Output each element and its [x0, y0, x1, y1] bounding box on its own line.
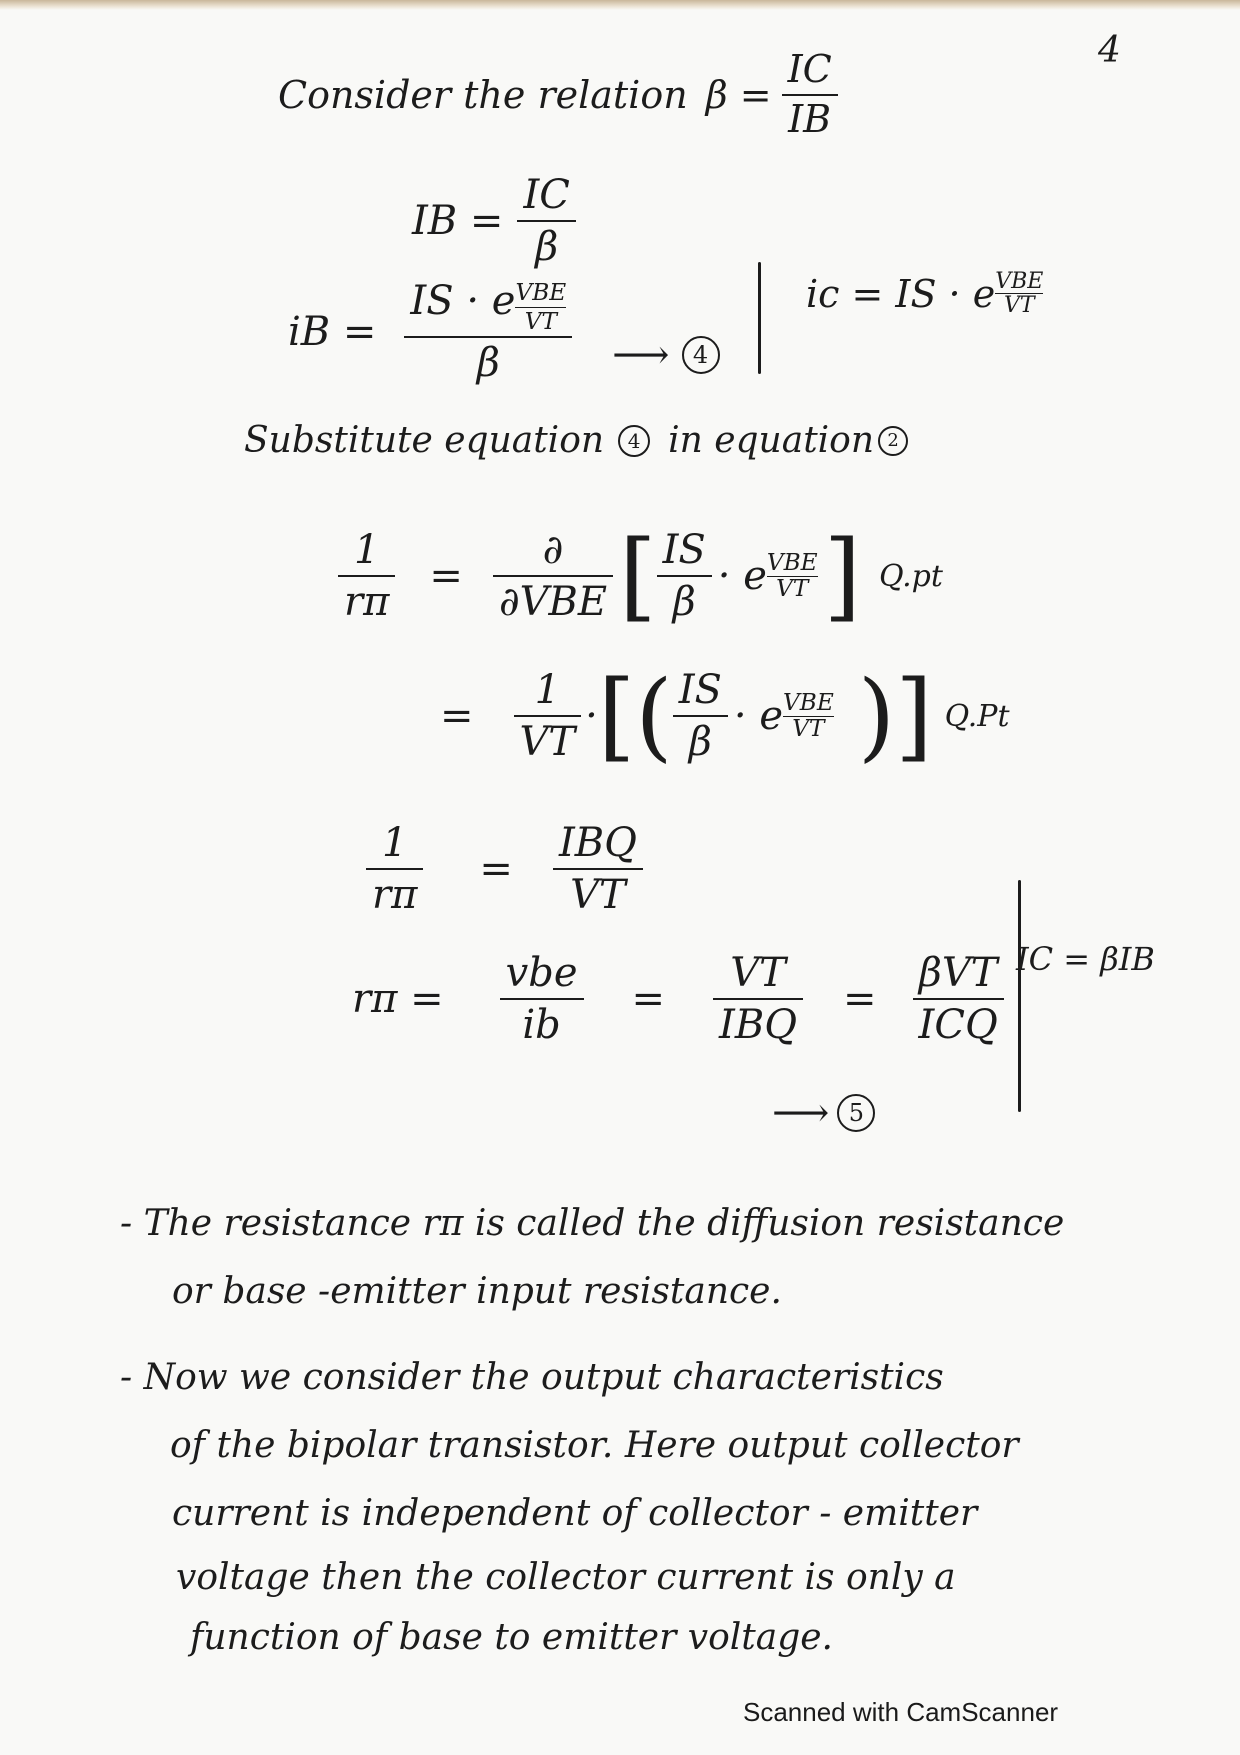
substitute-text-after: in equation [668, 420, 875, 461]
eq-ref-5: 5 [837, 1094, 875, 1132]
beta-fraction [782, 48, 838, 141]
eq2-open-bracket: [( [597, 660, 673, 772]
beta-lhs: β = [705, 72, 772, 117]
eq2-equals: = [440, 693, 474, 739]
eq-ref-4: 4 [682, 336, 720, 374]
eq2-e: · e [733, 693, 784, 739]
eq1-open-bracket: [ [619, 520, 657, 632]
side-note: IC = βIB [1016, 940, 1155, 978]
eq2-coef-num: 1 [534, 667, 561, 713]
eq3-lhs [366, 820, 423, 918]
eq4-ref-row [772, 1090, 875, 1136]
eq1-op-num: ∂ [542, 527, 564, 573]
arrow-icon: ⟶ [772, 1090, 830, 1136]
side-ic [806, 270, 1043, 317]
eq1-equals: = [429, 553, 463, 599]
eq3-equals: = [479, 846, 513, 892]
camscanner-footer: Scanned with CamScanner [743, 1697, 1059, 1727]
eq2-exponent [783, 691, 834, 741]
eq1-exponent [767, 551, 818, 601]
eq1-exp-den: VT [776, 574, 809, 602]
para2-line2: of the bipolar transistor. Here output collector [170, 1425, 1019, 1466]
eq4-equals-2: = [843, 976, 877, 1022]
eq-ib-den: β [535, 224, 559, 270]
divider-line-2 [1018, 880, 1021, 1112]
eq4-f1-num: vbe [505, 950, 578, 996]
eq3-rhs-num: IBQ [558, 820, 637, 866]
eq-ib-exp-num-text: IS · e [410, 278, 516, 324]
eq-rpi-2 [440, 660, 1010, 772]
eq-rpi-3 [366, 820, 643, 918]
eq1-e: · e [717, 553, 767, 599]
eq2-dot: · [585, 693, 598, 739]
eq4-f3-den: ICQ [918, 1002, 998, 1048]
side-ic-exponent [995, 270, 1043, 317]
exp-den: VT [524, 308, 557, 336]
intro-line [278, 48, 838, 141]
eq2-coef-den: VT [519, 719, 576, 765]
side-exp-num: VBE [995, 269, 1044, 294]
divider-line [758, 262, 761, 374]
eq4-f2 [713, 950, 803, 1048]
substitute-line [244, 420, 908, 461]
eq4-f2-num: VT [730, 950, 786, 996]
eq3-rhs [553, 820, 643, 918]
eq-ib-fraction [517, 172, 575, 270]
eq1-close-bracket: ] [823, 520, 862, 632]
para1-line2: or base -emitter input resistance. [172, 1271, 782, 1312]
para2-line3: current is independent of collector - emitter [172, 1493, 978, 1534]
eq-ib-lhs: IB = [412, 198, 504, 244]
eq1-frac-den: β [672, 579, 696, 625]
side-ic-text: ic = IS · e [806, 271, 996, 316]
exp-num: VBE [515, 278, 567, 306]
eq1-lhs [338, 527, 395, 625]
page-top-edge [0, 0, 1240, 10]
eq4-f1-den: ib [522, 1002, 561, 1048]
eq2-frac-num: IS [678, 667, 722, 713]
eq-ib [412, 172, 576, 270]
eq4-equals-1: = [631, 976, 666, 1022]
eq4-f3-num: βVT [918, 950, 998, 996]
eq-ib-exp-num [404, 278, 572, 334]
eq-rpi-4 [352, 950, 1004, 1048]
eq-ib-exp-exponent [515, 278, 567, 336]
para1-line1: - The resistance rπ is called the diffusion resistance [120, 1203, 1065, 1244]
eq1-lhs-den: rπ [344, 579, 390, 625]
eq-ib-exp-fraction [404, 278, 572, 386]
eq1-frac [657, 527, 712, 625]
para2-line1: - Now we consider the output characteristics [120, 1357, 944, 1398]
eq3-lhs-num: 1 [381, 820, 408, 866]
eq-rpi-1 [338, 520, 943, 632]
arrow-icon: ⟶ [612, 332, 670, 379]
eq1-operator [493, 527, 613, 625]
eq-ref-2: 2 [878, 426, 908, 456]
eq2-close-bracket: )] [857, 660, 933, 772]
page-number: 4 [1098, 30, 1121, 71]
eq4-f1 [500, 950, 584, 1048]
eq1-op-den: ∂VBE [498, 579, 608, 625]
para2-line4: voltage then the collector current is only a [176, 1557, 956, 1598]
eq1-lhs-num: 1 [353, 527, 380, 573]
eq2-frac-den: β [688, 719, 712, 765]
eq2-exp-num: VBE [783, 689, 834, 717]
eq1-exp-num: VBE [766, 549, 818, 577]
eq2-suffix: Q.Pt [944, 698, 1010, 734]
eq-ib-exp-lhs: iB = [288, 309, 377, 356]
substitute-text: Substitute equation [244, 420, 605, 461]
side-exp-den: VT [1003, 293, 1035, 319]
intro-text: Consider the relation [278, 72, 688, 117]
eq-ref-4b: 4 [618, 425, 650, 457]
eq4-lhs: rπ = [352, 976, 444, 1022]
eq1-frac-num: IS [662, 527, 706, 573]
eq-ib-exp-den: β [476, 340, 500, 387]
eq2-frac [673, 667, 728, 765]
eq-ib-num: IC [523, 172, 570, 218]
beta-num: IC [787, 47, 832, 91]
eq2-coef [514, 667, 582, 765]
eq4-f3 [913, 950, 1004, 1048]
eq3-rhs-den: VT [570, 872, 626, 918]
beta-den: IB [788, 96, 832, 141]
eq2-exp-den: VT [792, 714, 825, 742]
para2-line5: function of base to emitter voltage. [190, 1617, 833, 1658]
eq1-suffix: Q.pt [879, 558, 943, 594]
eq-ib-exp [288, 278, 720, 386]
eq4-f2-den: IBQ [719, 1002, 798, 1048]
eq3-lhs-den: rπ [372, 872, 418, 918]
